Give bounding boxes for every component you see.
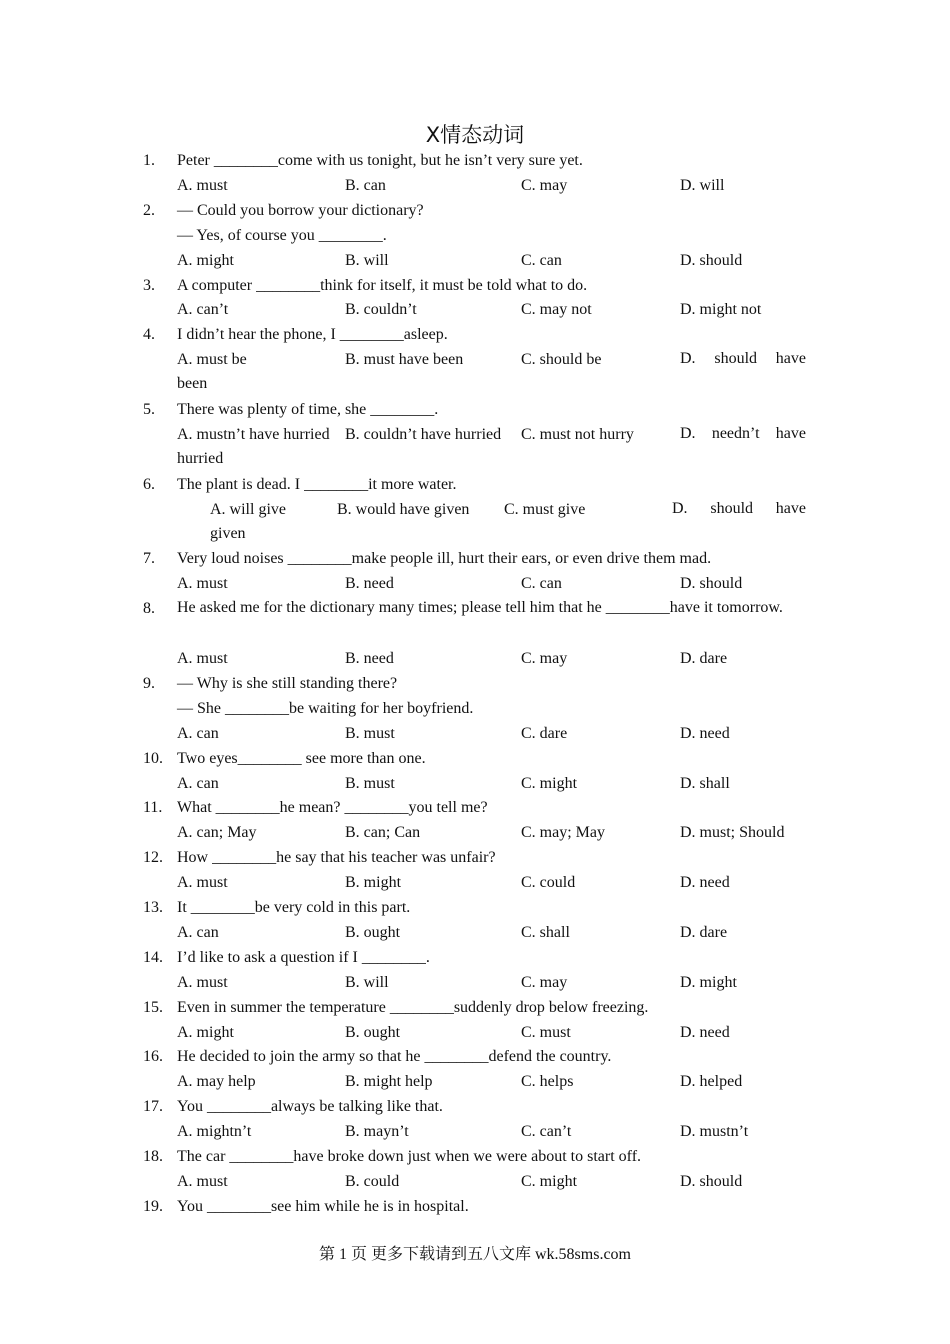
question-stem-line	[0, 596, 950, 621]
option-d: D. need	[680, 874, 730, 891]
question-stem-line	[0, 945, 950, 970]
option-b: B. must	[345, 775, 395, 792]
option-a: A. can	[177, 775, 219, 792]
option-d: D. might not	[680, 301, 762, 318]
question-number: 3.	[143, 277, 155, 294]
question-stem: Very loud noises ________make people ill, hurt their ears, or even drive them mad.	[177, 550, 712, 567]
question-stem: The car ________have broke down just when we were about to start off.	[177, 1148, 642, 1165]
question-stem: There was plenty of time, she ________.	[177, 401, 439, 418]
option-d-first-line	[680, 422, 806, 447]
option-b: B. might help	[345, 1073, 433, 1090]
question-stem: — She ________be waiting for her boyfriend.	[177, 700, 474, 717]
question-number: 13.	[143, 899, 163, 916]
option-c: C. can	[521, 575, 562, 592]
question-stem: — Could you borrow your dictionary?	[177, 202, 424, 219]
option-b: B. must	[345, 725, 395, 742]
option-a: A. must	[177, 650, 228, 667]
question-stem: Even in summer the temperature ________suddenly drop below freezing.	[177, 999, 649, 1016]
question-stem: The plant is dead. I ________it more water.	[177, 476, 457, 493]
option-d: D. will	[680, 177, 725, 194]
question-number: 2.	[143, 202, 155, 219]
option-b: B. need	[345, 650, 394, 667]
question-stem: It ________be very cold in this part.	[177, 899, 411, 916]
options-row	[0, 820, 950, 845]
question-number: 19.	[143, 1198, 163, 1215]
options-row	[0, 571, 950, 596]
option-d-continuation: hurried	[177, 449, 224, 467]
option-a: A. must be	[177, 351, 247, 368]
option-c: C. can’t	[521, 1123, 572, 1140]
option-a: A. must	[177, 177, 228, 194]
question-stem-line	[0, 148, 950, 173]
option-a: A. must	[177, 1173, 228, 1190]
option-b: B. ought	[345, 924, 401, 941]
option-d: D. dare	[680, 924, 728, 941]
question-stem-line	[0, 322, 950, 347]
question-stem-line	[0, 546, 950, 571]
option-d: D. need	[680, 725, 730, 742]
options-row	[0, 297, 950, 322]
question-stem-line	[0, 223, 950, 248]
question-stem: How ________he say that his teacher was unfair?	[177, 849, 496, 866]
question-stem-line	[0, 397, 950, 422]
options-row	[0, 422, 950, 467]
option-d: D. shall	[680, 775, 730, 792]
question-stem-line	[0, 1144, 950, 1169]
question-stem: He asked me for the dictionary many times; please tell him that he ________have it tomorrow.	[177, 599, 783, 616]
option-c: C. may; May	[521, 824, 605, 841]
question-stem-line	[0, 671, 950, 696]
question-number: 17.	[143, 1098, 163, 1115]
option-d: D. need	[680, 1024, 730, 1041]
options-row	[0, 1169, 950, 1194]
option-word: needn’t	[711, 425, 760, 442]
option-d: D. should	[680, 575, 743, 592]
question-stem-line	[0, 1044, 950, 1069]
option-c: C. must not hurry	[521, 426, 634, 443]
option-d: D. mustn’t	[680, 1123, 749, 1140]
question-number: 12.	[143, 849, 163, 866]
option-d: D. dare	[680, 650, 728, 667]
question-number: 1.	[143, 152, 155, 169]
options-row	[0, 248, 950, 273]
question-stem: I didn’t hear the phone, I ________asleep.	[177, 326, 448, 343]
question-number: 11.	[143, 799, 163, 816]
option-a: A. can	[177, 924, 219, 941]
question-number: 16.	[143, 1048, 163, 1065]
options-row	[0, 1119, 950, 1144]
option-a: A. must	[177, 575, 228, 592]
question-number: 15.	[143, 999, 163, 1016]
options-row	[0, 771, 950, 796]
option-word: have	[775, 425, 806, 442]
question-stem-line	[0, 795, 950, 820]
question-stem: Two eyes________ see more than one.	[177, 750, 426, 767]
option-b: B. would have given	[337, 501, 470, 518]
option-b: B. will	[345, 252, 389, 269]
option-b: B. couldn’t have hurried	[345, 426, 502, 443]
option-c: C. may	[521, 974, 568, 991]
option-c: C. helps	[521, 1073, 574, 1090]
option-c: C. can	[521, 252, 562, 269]
options-row	[0, 970, 950, 995]
question-number: 6.	[143, 476, 155, 493]
option-a: A. might	[177, 252, 234, 269]
question-number: 18.	[143, 1148, 163, 1165]
question-number: 9.	[143, 675, 155, 692]
option-c: C. may not	[521, 301, 592, 318]
options-row	[0, 646, 950, 671]
question-stem-line	[0, 198, 950, 223]
option-d: D. must; Should	[680, 824, 785, 841]
option-c: C. might	[521, 775, 578, 792]
option-a: A. must	[177, 974, 228, 991]
option-word: should	[710, 500, 754, 517]
option-a: A. can	[177, 725, 219, 742]
option-d-continuation: given	[210, 524, 246, 542]
option-word: D.	[672, 500, 688, 517]
question-number: 14.	[143, 949, 163, 966]
options-row	[0, 173, 950, 198]
option-b: B. will	[345, 974, 389, 991]
question-stem-line	[0, 895, 950, 920]
question-stem-line	[0, 995, 950, 1020]
option-c: C. might	[521, 1173, 578, 1190]
question-stem: Peter ________come with us tonight, but he isn’t very sure yet.	[177, 152, 583, 169]
question-stem: A computer ________think for itself, it must be told what to do.	[177, 277, 588, 294]
question-stem: — Why is she still standing there?	[177, 675, 398, 692]
page-title: X情态动词	[425, 123, 525, 147]
options-row	[0, 870, 950, 895]
option-a: A. can’t	[177, 301, 229, 318]
question-number: 7.	[143, 550, 155, 567]
option-a: A. might	[177, 1024, 234, 1041]
option-word: have	[775, 350, 806, 367]
option-c: C. could	[521, 874, 576, 891]
option-a: A. mightn’t	[177, 1123, 252, 1140]
question-stem: He decided to join the army so that he ________defend the country.	[177, 1048, 612, 1065]
option-d-first-line	[672, 497, 806, 522]
page-footer: 第 1 页 更多下载请到五八文库 wk.58sms.com	[318, 1246, 631, 1263]
option-a: A. may help	[177, 1073, 256, 1090]
question-stem: I’d like to ask a question if I ________.	[177, 949, 430, 966]
option-b: B. might	[345, 874, 402, 891]
question-number: 4.	[143, 326, 155, 343]
option-c: C. shall	[521, 924, 570, 941]
option-a: A. can; May	[177, 824, 257, 841]
question-stem-line	[0, 472, 950, 497]
option-c: C. must	[521, 1024, 571, 1041]
question-stem-line	[0, 273, 950, 298]
option-b: B. could	[345, 1173, 400, 1190]
option-word: D.	[680, 425, 696, 442]
option-b: B. can; Can	[345, 824, 421, 841]
option-d: D. might	[680, 974, 737, 991]
question-number: 10.	[143, 750, 163, 767]
option-c: C. dare	[521, 725, 568, 742]
option-b: B. can	[345, 177, 386, 194]
options-row	[0, 497, 950, 542]
option-a: A. must	[177, 874, 228, 891]
option-a: A. mustn’t have hurried	[177, 426, 330, 443]
options-row	[0, 1069, 950, 1094]
option-c: C. may	[521, 650, 568, 667]
options-row	[0, 721, 950, 746]
option-c: C. must give	[504, 501, 586, 518]
options-row	[0, 1020, 950, 1045]
option-b: B. ought	[345, 1024, 401, 1041]
option-b: B. need	[345, 575, 394, 592]
question-stem: — Yes, of course you ________.	[177, 227, 387, 244]
question-stem: You ________see him while he is in hospital.	[177, 1198, 469, 1215]
option-c: C. should be	[521, 351, 602, 368]
question-stem-line	[0, 1194, 950, 1219]
option-word: D.	[680, 350, 696, 367]
question-stem: You ________always be talking like that.	[177, 1098, 443, 1115]
option-word: should	[714, 350, 758, 367]
question-number: 5.	[143, 401, 155, 418]
options-row	[0, 347, 950, 392]
question-stem-line	[0, 746, 950, 771]
option-d-first-line	[680, 347, 806, 372]
question-stem-line	[0, 696, 950, 721]
option-a: A. will give	[210, 501, 286, 518]
option-c: C. may	[521, 177, 568, 194]
option-d: D. should	[680, 252, 743, 269]
question-stem: What ________he mean? ________you tell me?	[177, 799, 488, 816]
question-number: 8.	[143, 600, 155, 617]
option-word: have	[775, 500, 806, 517]
option-d-continuation: been	[177, 374, 208, 392]
question-stem-line	[0, 1094, 950, 1119]
option-d: D. helped	[680, 1073, 743, 1090]
option-b: B. must have been	[345, 351, 464, 368]
option-b: B. couldn’t	[345, 301, 417, 318]
options-row	[0, 920, 950, 945]
question-stem-line	[0, 845, 950, 870]
option-d: D. should	[680, 1173, 743, 1190]
option-b: B. mayn’t	[345, 1123, 409, 1140]
